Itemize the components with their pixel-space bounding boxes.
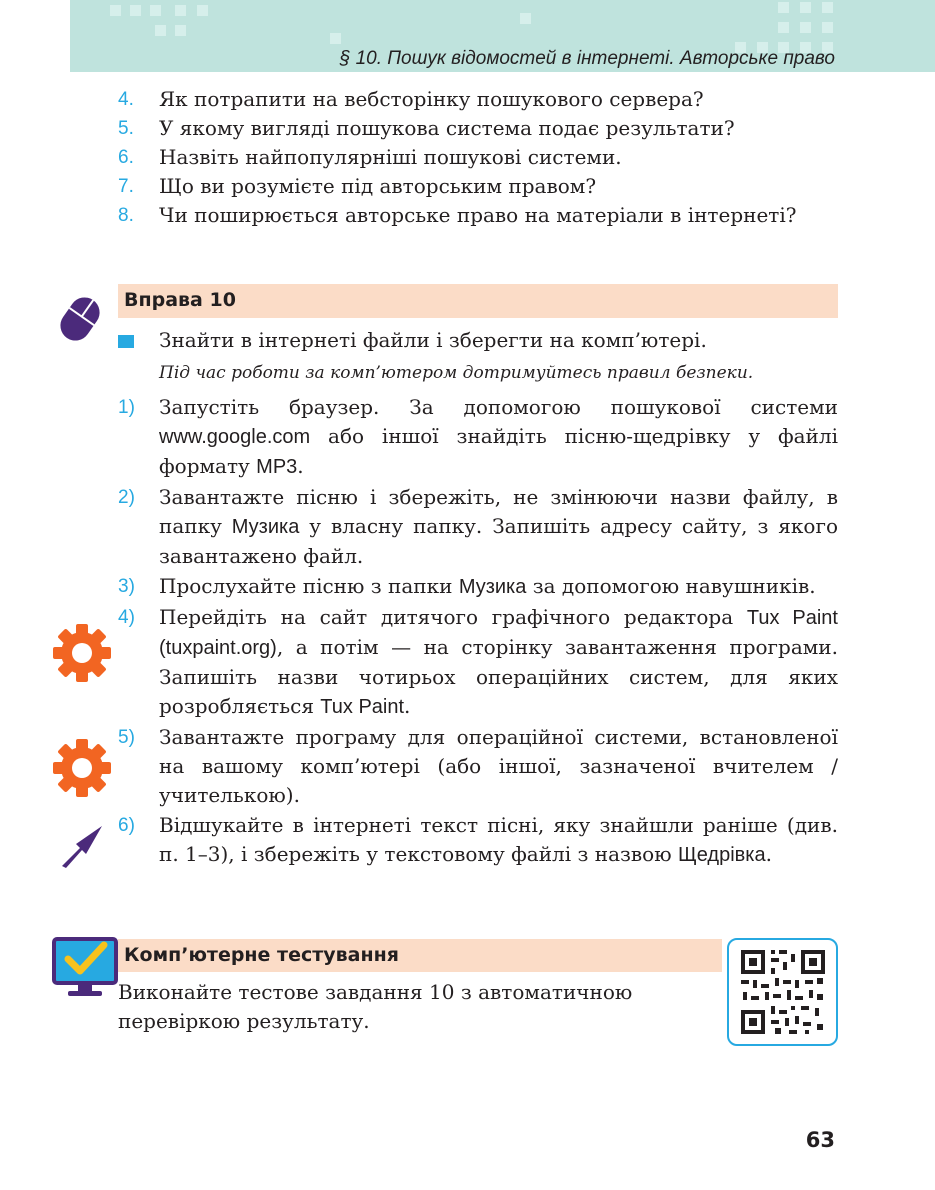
gear-icon	[52, 623, 112, 683]
computer-testing-header	[118, 939, 722, 972]
exercise-steps	[118, 393, 838, 871]
computer-testing-text: Виконайте тестове завдання 10 з автоматичною перевіркою результату.	[118, 980, 633, 1033]
task-bullet	[118, 335, 134, 348]
list-item: 2) Завантажте пісню і збережіть, не змінюючи назви файлу, в папку Музика у власну папку. Запишіть адресу сайту, з якого завантажено файл.	[118, 485, 838, 568]
list-item: 4. Як потрапити на вебсторінку пошукового сервера?	[118, 87, 704, 111]
list-item: 3) Прослухайте пісню з папки Музика за допомогою навушників.	[118, 574, 816, 598]
qr-code-icon[interactable]	[727, 938, 838, 1046]
exercise-header	[118, 284, 838, 318]
list-item: 4) Перейдіть на сайт дитячого графічного редактора Tux Paint (tuxpaint.org), а потім — на сторінку завантаження програми. Запишіть назви чотирьох операційних систем, для яких розробляється Tux Paint.	[118, 605, 838, 718]
mouse-icon	[52, 290, 108, 348]
exercise-task: Знайти в інтернеті файли і зберегти на комп’ютері.	[118, 326, 838, 355]
exercise-title: Вправа 10	[124, 289, 236, 311]
list-item: 1) Запустіть браузер. За допомогою пошукової системи www.google.com або іншої знайдіть пісню-щедрівку у файлі формату MP3.	[118, 395, 838, 478]
computer-testing-title: Комп’ютерне тестування	[124, 944, 399, 966]
question-list	[118, 85, 838, 230]
monitor-check-icon	[52, 937, 118, 999]
gear-icon	[52, 738, 112, 798]
list-item: 6) Відшукайте в інтернеті текст пісні, яку знайшли раніше (див. п. 1–3), і збережіть у текстовому файлі з назвою Щедрівка.	[118, 813, 838, 866]
section-title: § 10. Пошук відомостей в інтернеті. Авторське право	[339, 48, 835, 69]
list-item: 5. У якому вигляді пошукова система подає результати?	[118, 116, 735, 140]
list-item: 6. Назвіть найпопулярніші пошукові системи.	[118, 145, 622, 169]
list-item: 5) Завантажте програму для операційної системи, встановленої на вашому комп’ютері (або іншої, зазначеної вчителем / учителькою).	[118, 725, 838, 807]
list-item: 7. Що ви розумієте під авторським правом?	[118, 174, 597, 198]
page-number: 63	[805, 1128, 835, 1152]
safety-note: Під час роботи за комп’ютером дотримуйтесь правил безпеки.	[159, 363, 754, 383]
arrow-icon	[58, 822, 106, 870]
list-item: 8. Чи поширюється авторське право на матеріали в інтернеті?	[118, 203, 797, 227]
